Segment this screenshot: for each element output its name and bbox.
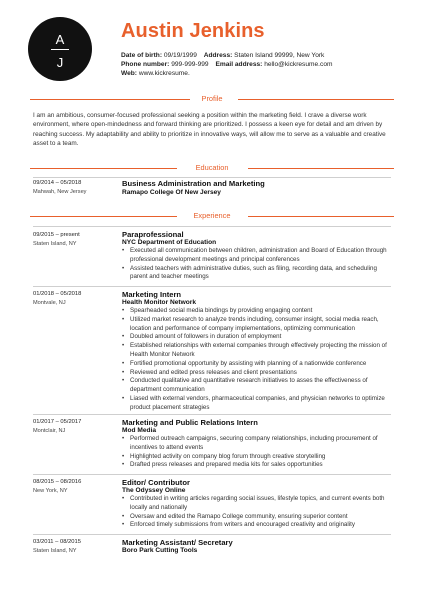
entry-location: Montclair, NJ: [33, 428, 66, 434]
entry-org: Health Monitor Network: [122, 299, 196, 306]
phone-label: Phone number:: [121, 61, 170, 68]
entry-location: Staten Island, NY: [33, 548, 77, 554]
heading-rule-right: [238, 99, 394, 100]
web-label: Web:: [121, 70, 137, 77]
bullet-item: • Executed all communication between children, administration and Board of Education through professional development meetings and principal conferences: [122, 247, 394, 265]
entry-org: Boro Park Cutting Tools: [122, 547, 198, 554]
entry-divider: [33, 226, 391, 227]
bullet-item: • Utilized market research to analyze trends including, consumer insight, social media reach, location and performance of company implementations, optimizing communication: [122, 316, 394, 334]
avatar: [28, 17, 92, 81]
bullet-item: • Fortified promotional opportunity by assisting with planning of a nationwide conference: [122, 360, 394, 369]
experience-heading: Experience: [193, 211, 231, 220]
phone-value: 999-999-999: [171, 61, 209, 68]
heading-rule-right: [248, 168, 394, 169]
entry-location: Staten Island, NY: [33, 241, 77, 247]
entry-divider: [33, 177, 391, 178]
profile-heading: Profile: [201, 94, 223, 103]
bullet-item: • Reviewed and edited press releases and client presentations: [122, 369, 394, 378]
bullet-item: • Liased with external vendors, pharmaceutical companies, and physician networks to optimize product placement strategies: [122, 395, 394, 413]
initial-first: A: [55, 32, 65, 47]
entry-title: Business Administration and Marketing: [122, 179, 265, 188]
initial-last: J: [56, 55, 64, 70]
entry-title: Marketing Intern: [122, 290, 182, 299]
info-row-2: [121, 61, 332, 68]
entry-divider: [33, 414, 391, 415]
bullet-item: • Oversaw and edited the Ramapo College community, ensuring superior content: [122, 513, 394, 522]
profile-summary: I am an ambitious, consumer-focused professional seeking a position within the marketing field. I crave a diverse work environment, where open-mindedness and forward thinking are prioritized. I possess a keen eye for detail and am driven by reaching success. My adaptability and ability to prioritize in innovative ways, will allow me to serve as a valuable and creative asset to a team.: [33, 112, 386, 147]
bullet-item: • Assisted teachers with administrative duties, such as filing, recording data, and scheduling parent and teacher meetings: [122, 265, 394, 283]
entry-bullets: [122, 247, 394, 282]
entry-bullets: [122, 435, 394, 470]
address-label: Address:: [203, 52, 233, 59]
section-heading-profile: [0, 94, 424, 104]
bullet-item: • Enforced timely submissions from writers and encouraged creativity and originality: [122, 521, 394, 530]
entry-location: Mahwah, New Jersey: [33, 189, 87, 195]
bullet-item: • Contributed in writing articles regarding social issues, lifestyle topics, and current events both locally and nationally: [122, 495, 394, 513]
entry-bullets: [122, 307, 394, 413]
bullet-item: • Performed outreach campaigns, securing company relationships, including procurement of incentives to attend events: [122, 435, 394, 453]
entry-title: Editor/ Contributor: [122, 478, 190, 487]
bullet-item: • Conducted qualitative and quantitative research initiatives to asses the effectiveness of department communication: [122, 377, 394, 395]
section-heading-experience: [0, 211, 424, 221]
entry-dates: 03/2011 – 08/2015: [33, 539, 81, 545]
entry-divider: [33, 286, 391, 287]
entry-org: NYC Department of Education: [122, 239, 217, 246]
entry-divider: [33, 534, 391, 535]
heading-rule-right: [248, 216, 394, 217]
web-link[interactable]: www.kickresume.: [138, 70, 190, 77]
email-label: Email address:: [215, 61, 263, 68]
entry-dates: 01/2018 – 05/2018: [33, 291, 82, 297]
entry-org: Mod Media: [122, 427, 157, 434]
entry-dates: 08/2015 – 08/2016: [33, 479, 82, 485]
entry-dates: 09/2014 – 05/2018: [33, 180, 82, 186]
bullet-item: • Highlighted activity on company blog forum through creative storytelling: [122, 453, 394, 462]
candidate-name: Austin Jenkins: [121, 20, 265, 42]
entry-bullets: [122, 495, 394, 530]
entry-org: Ramapo College Of New Jersey: [122, 189, 221, 196]
section-heading-education: [0, 163, 424, 173]
entry-location: New York, NY: [33, 488, 68, 494]
bullet-item: • Spearheaded social media bindings by providing engaging content: [122, 307, 394, 316]
entry-dates: 01/2017 – 05/2017: [33, 419, 82, 425]
entry-title: Paraprofessional: [122, 230, 184, 239]
entry-location: Montvale, NJ: [33, 300, 66, 306]
entry-title: Marketing and Public Relations Intern: [122, 418, 258, 427]
entry-org: The Odyssey Online: [122, 487, 186, 494]
entry-divider: [33, 474, 391, 475]
info-row-3: [121, 70, 190, 77]
address-value: Staten Island 99999, New York: [234, 52, 325, 59]
bullet-item: • Established relationships with external companies through effectively projecting the mission of Health Monitor Network: [122, 342, 394, 360]
entry-dates: 09/2015 – present: [33, 232, 80, 238]
bullet-item: • Drafted press releases and prepared media kits for sales opportunities: [122, 461, 394, 470]
dob-label: Date of birth:: [121, 52, 163, 59]
avatar-divider: [51, 49, 69, 50]
info-row-1: [121, 52, 324, 59]
dob-value: 09/19/1999: [163, 52, 197, 59]
entry-title: Marketing Assistant/ Secretary: [122, 538, 233, 547]
email-link[interactable]: hello@kickresume.com: [264, 61, 333, 68]
education-heading: Education: [195, 163, 229, 172]
bullet-item: • Doubled amount of followers in duration of employment: [122, 333, 394, 342]
